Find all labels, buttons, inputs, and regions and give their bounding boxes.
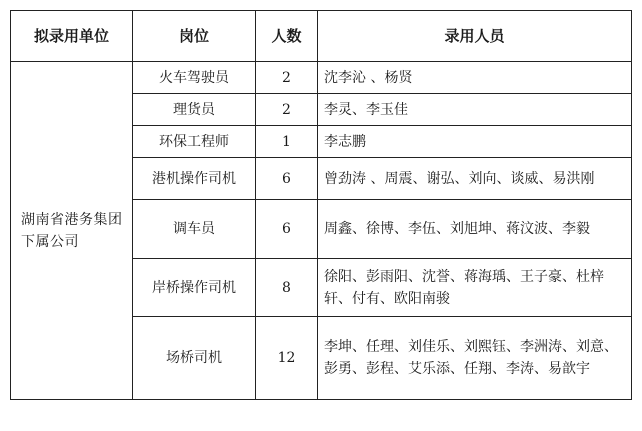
count-cell: 6	[256, 158, 318, 200]
count-cell: 12	[256, 317, 318, 400]
people-cell: 李坤、任理、刘佳乐、刘熙钰、李洲涛、刘意、彭勇、彭程、艾乐添、任翔、李涛、易歆宇	[318, 317, 632, 400]
position-cell: 理货员	[133, 94, 256, 126]
header-position: 岗位	[133, 11, 256, 62]
position-cell: 港机操作司机	[133, 158, 256, 200]
position-cell: 场桥司机	[133, 317, 256, 400]
people-cell: 周鑫、徐博、李伍、刘旭坤、蒋汶波、李毅	[318, 200, 632, 259]
header-people: 录用人员	[318, 11, 632, 62]
people-cell: 李灵、李玉佳	[318, 94, 632, 126]
header-row	[11, 11, 632, 62]
header-count: 人数	[256, 11, 318, 62]
people-cell: 徐阳、彭雨阳、沈誉、蒋海瑀、王子豪、杜梓轩、付有、欧阳南骏	[318, 259, 632, 317]
count-cell: 2	[256, 62, 318, 94]
position-cell: 岸桥操作司机	[133, 259, 256, 317]
header-unit: 拟录用单位	[11, 11, 133, 62]
table-row	[11, 62, 632, 94]
count-cell: 1	[256, 126, 318, 158]
people-cell: 沈李沁 、杨贤	[318, 62, 632, 94]
count-cell: 2	[256, 94, 318, 126]
count-cell: 6	[256, 200, 318, 259]
hiring-table	[10, 10, 632, 400]
position-cell: 调车员	[133, 200, 256, 259]
unit-name-cell: 湖南省港务集团下属公司	[11, 62, 133, 400]
people-cell: 李志鹏	[318, 126, 632, 158]
people-cell: 曾劲涛 、周震、谢弘、刘向、谈威、易洪刚	[318, 158, 632, 200]
position-cell: 环保工程师	[133, 126, 256, 158]
count-cell: 8	[256, 259, 318, 317]
position-cell: 火车驾驶员	[133, 62, 256, 94]
